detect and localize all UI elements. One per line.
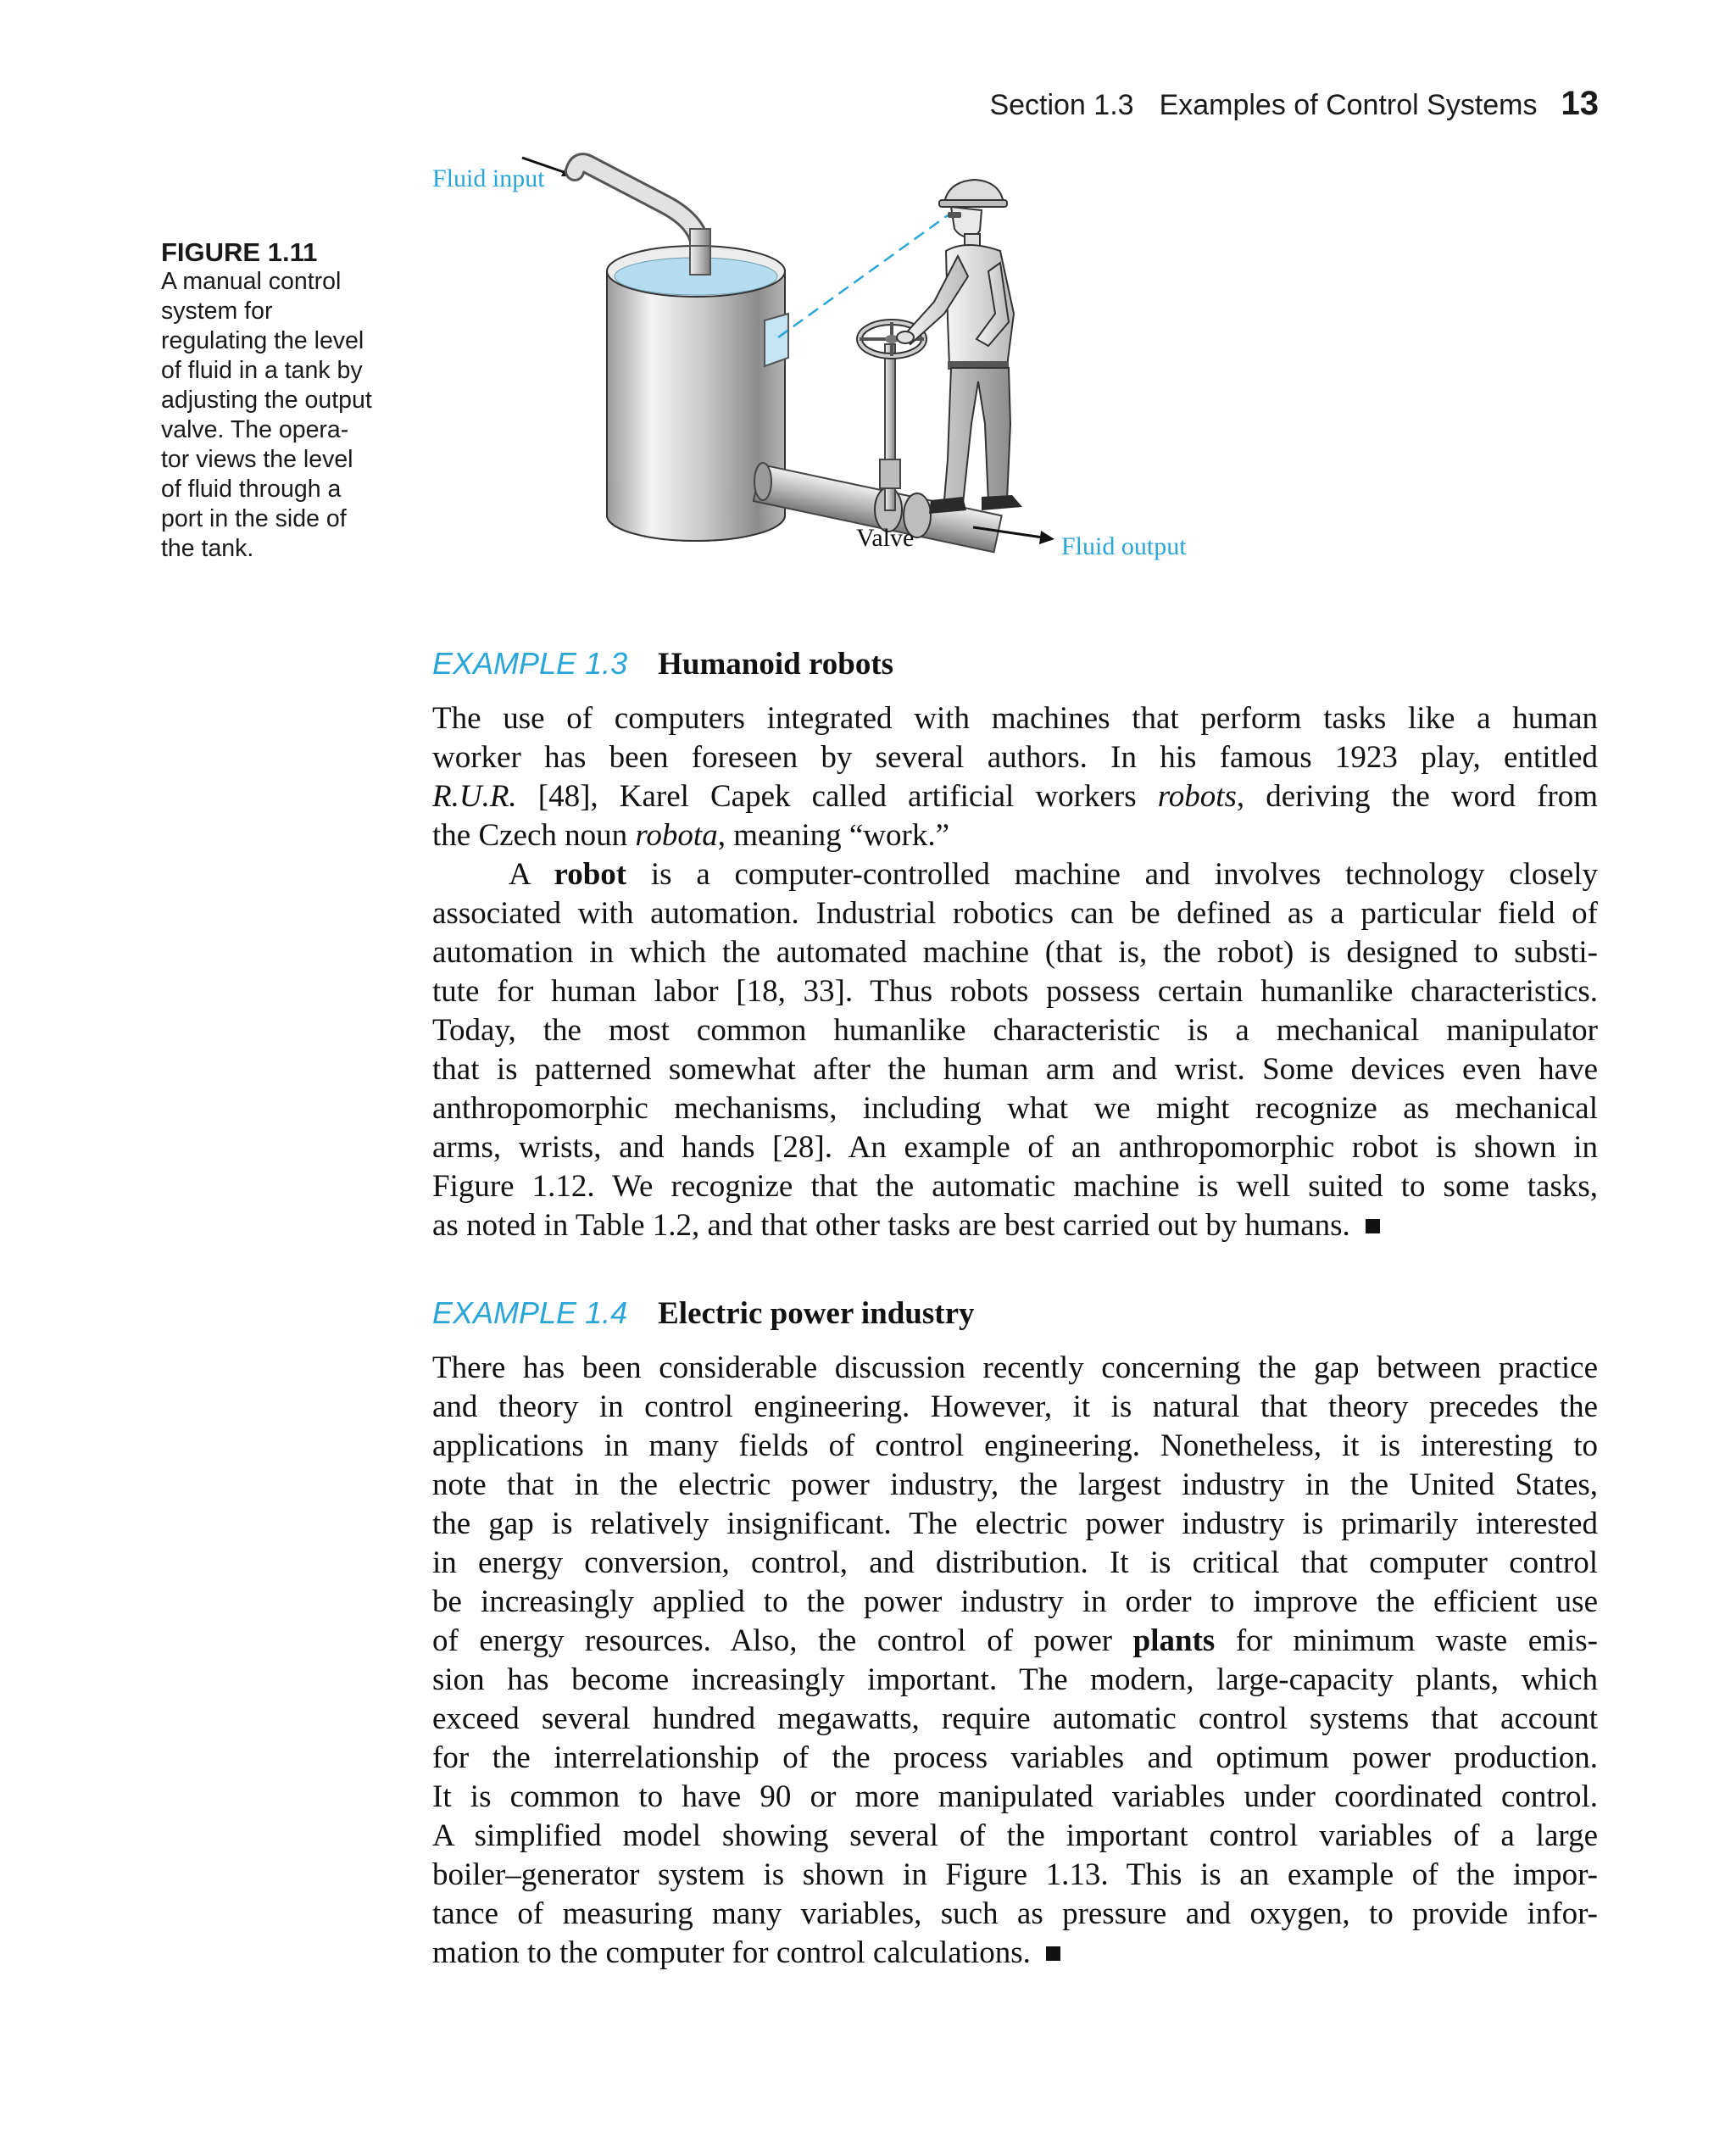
text-line [432,1934,1598,1973]
caption-line: of fluid in a tank by [161,357,363,384]
example-heading [432,1295,1598,1332]
end-of-example-mark [1046,1946,1060,1961]
text-line: The use of computers integrated with machines that perform tasks like a human [432,701,1598,736]
example-title: Humanoid robots [658,647,894,682]
example-title: Electric power industry [658,1296,975,1331]
caption-line: port in the side of [161,505,347,532]
figure-caption [161,237,415,564]
text-run: , deriving the word from [1236,779,1598,814]
text-line [432,855,1598,894]
text-line: that is patterned somewhat after the human arm and wrist. Some devices even have [432,1052,1598,1087]
text-run: mation to the computer for control calculations. [432,1935,1031,1970]
text-line: applications in many fields of control engineering. Nonetheless, it is interesting to [432,1428,1598,1463]
caption-line: adjusting the output [161,387,372,414]
text-run: , meaning “work.” [717,818,950,853]
text-line: tance of measuring many variables, such as pressure and oxygen, to provide infor- [432,1896,1598,1931]
example-body [432,1349,1598,1973]
text-line: in energy conversion, control, and distribution. It is critical that computer control [432,1545,1598,1580]
text-line: There has been considerable discussion recently concerning the gap between practice [432,1350,1598,1385]
text-line: associated with automation. Industrial robotics can be defined as a particular field of [432,896,1598,931]
italic-run: robots [1157,779,1237,814]
bold-run: plants [1132,1623,1216,1658]
text-line: tute for human labor [18, 33]. Thus robots possess certain humanlike characteristics. [432,974,1598,1009]
text-run: as noted in Table 1.2, and that other tasks are best carried out by humans. [432,1208,1350,1243]
text-line [432,1206,1598,1245]
figure-label: FIGURE 1.11 [161,237,318,267]
section-title: Examples of Control Systems [1159,89,1538,121]
text-line: A simplified model showing several of the important control variables of a large [432,1818,1598,1853]
page-number: 13 [1561,85,1599,122]
section-number: Section 1.3 [989,89,1134,121]
example-heading [432,646,1598,682]
caption-line: of fluid through a [161,476,342,503]
example-1-4 [432,1295,1598,1973]
running-head [989,85,1599,123]
example-body [432,699,1598,1245]
tank-control-illustration [415,144,1263,585]
text-line [432,777,1598,816]
text-run: A [509,857,554,892]
text-line: arms, wrists, and hands [28]. An example of an anthropomorphic robot is shown in [432,1130,1598,1165]
sight-port [765,314,788,366]
italic-run: robota [635,818,718,853]
text-line [432,816,1598,855]
end-of-example-mark [1366,1219,1380,1233]
caption-line: regulating the level [161,327,364,354]
caption-line: tor views the level [161,446,353,473]
figure-illustration [415,144,1263,585]
example-number: EXAMPLE 1.3 [432,646,628,681]
bold-run: robot [554,857,627,892]
text-run: for minimum waste emis- [1215,1623,1598,1658]
caption-line: A manual control [161,268,342,295]
example-1-3 [432,646,1598,1245]
example-number: EXAMPLE 1.4 [432,1295,628,1330]
text-line: be increasingly applied to the power industry in order to improve the efficient use [432,1584,1598,1619]
text-line: the gap is relatively insignificant. The electric power industry is primarily interested [432,1506,1598,1541]
text-line: and theory in control engineering. However, it is natural that theory precedes the [432,1389,1598,1424]
text-line: Figure 1.12. We recognize that the automatic machine is well suited to some tasks, [432,1169,1598,1204]
text-run: [48], Karel Capek called artificial workers [516,779,1158,814]
text-line: for the interrelationship of the process variables and optimum power production. [432,1740,1598,1775]
text-line: anthropomorphic mechanisms, including what we might recognize as mechanical [432,1091,1598,1126]
text-line: boiler–generator system is shown in Figure 1.13. This is an example of the impor- [432,1857,1598,1892]
text-line: exceed several hundred megawatts, require automatic control systems that account [432,1701,1598,1736]
text-line: note that in the electric power industry, the largest industry in the United States, [432,1467,1598,1502]
text-line: worker has been foreseen by several authors. In his famous 1923 play, entitled [432,740,1598,775]
caption-line: the tank. [161,535,254,562]
text-line: automation in which the automated machine (that is, the robot) is designed to substi- [432,935,1598,970]
text-line [432,1622,1598,1661]
text-run: the Czech noun [432,818,636,853]
text-run: of energy resources. Also, the control of power [432,1623,1133,1658]
text-line: sion has become increasingly important. The modern, large-capacity plants, which [432,1662,1598,1697]
text-run: is a computer-controlled machine and involves technology closely [626,857,1598,892]
fluid-input-label: Fluid input [432,164,545,192]
text-line: Today, the most common humanlike characteristic is a mechanical manipulator [432,1013,1598,1048]
text-line: It is common to have 90 or more manipulated variables under coordinated control. [432,1779,1598,1814]
fluid-output-label: Fluid output [1061,532,1187,560]
caption-line: system for [161,298,273,325]
valve-label: Valve [856,524,915,552]
italic-run: R.U.R. [432,779,517,814]
caption-line: valve. The opera- [161,416,349,443]
